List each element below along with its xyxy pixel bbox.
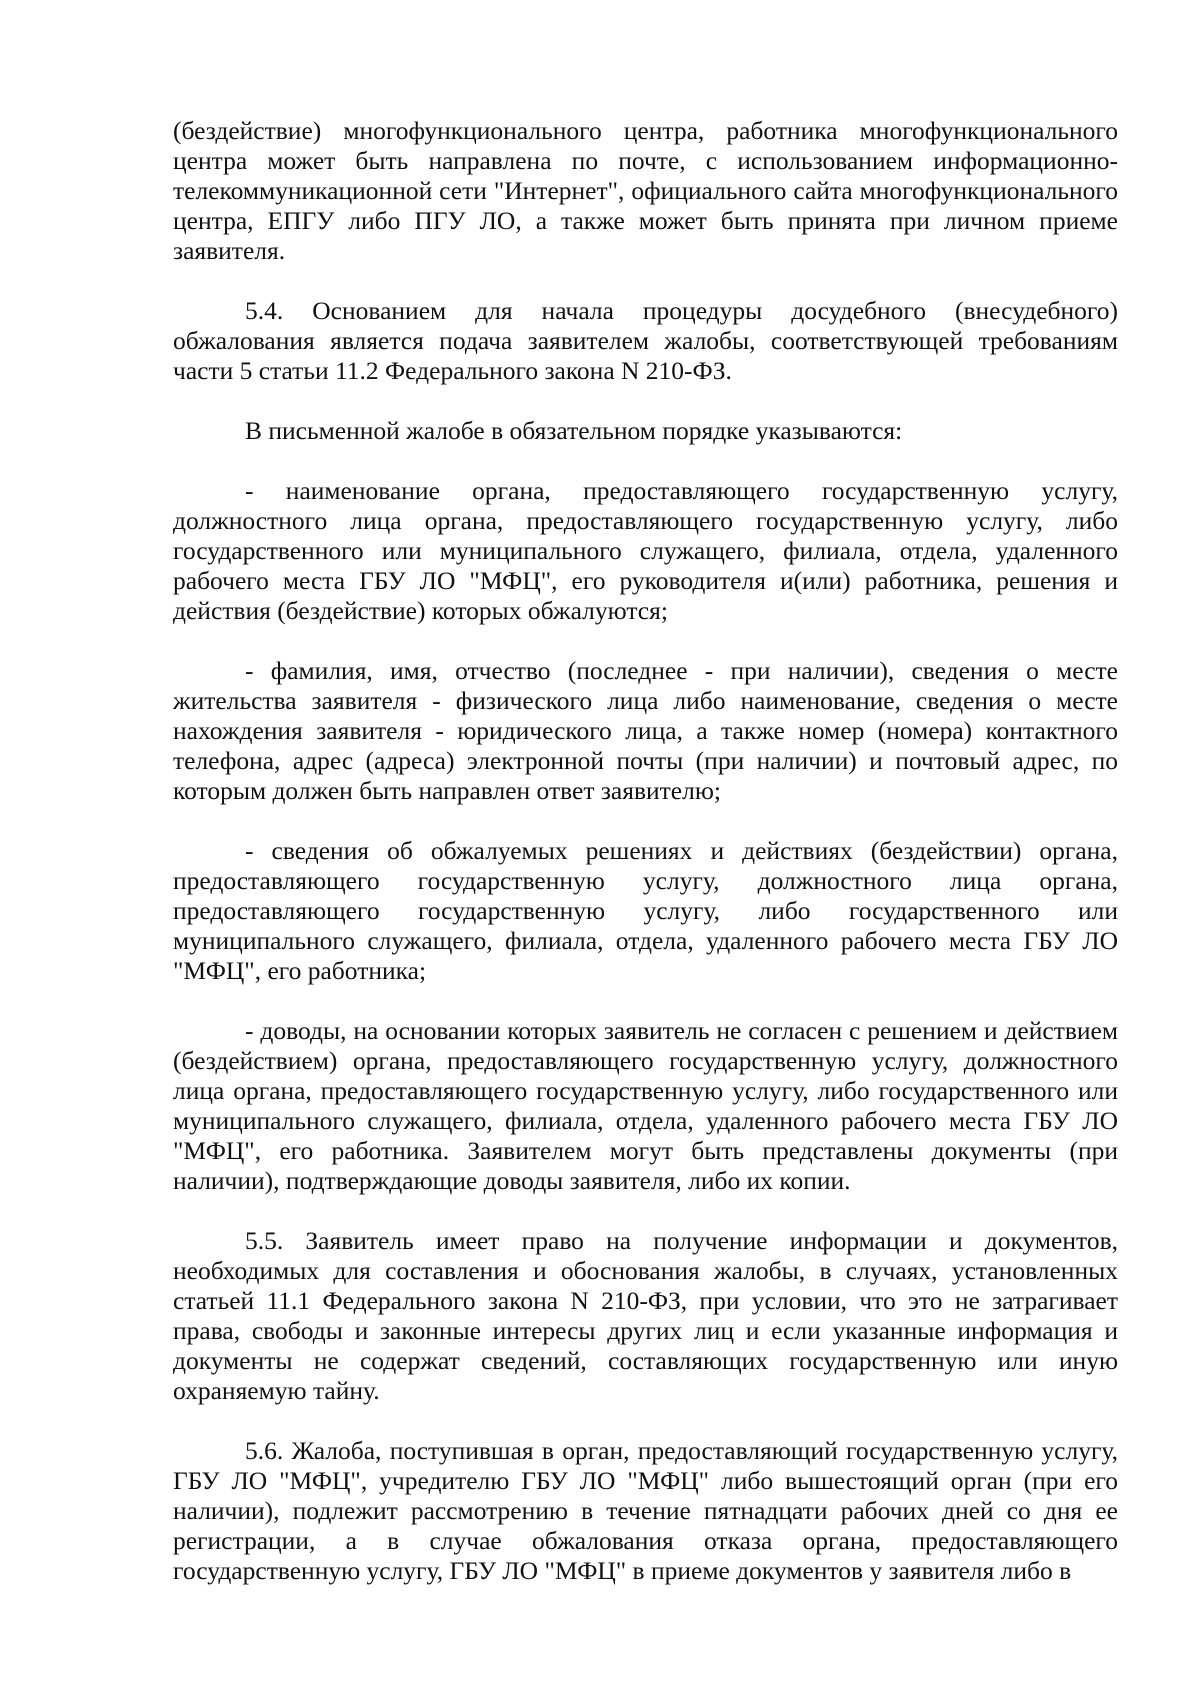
list-item-arguments: - доводы, на основании которых заявитель не согласен с решением и действием (бездействием) органа, предоставляющего государственную услугу, должностного лица органа, предоставляющего государственную услугу, либо государственного или муниципального служащего, филиала, отдела, удаленного рабочего места ГБУ ЛО "МФЦ", его работника. Заявителем могут быть представлены документы (при наличии), подтверждающие доводы заявителя, либо их копии.: [173, 1016, 1118, 1195]
paragraph-continuation: (бездействие) многофункционального центра, работника многофункционального центра может быть направлена по почте, с использованием информационно-телекоммуникационной сети "Интернет", официального сайта многофункционального центра, ЕПГУ либо ПГУ ЛО, а также может быть принята при личном приеме заявителя.: [173, 116, 1118, 265]
list-item-appealed-decisions: - сведения об обжалуемых решениях и действиях (бездействии) органа, предоставляющего государственную услугу, должностного лица органа, предоставляющего государственную услугу, либо государственного или муниципального служащего, филиала, отдела, удаленного рабочего места ГБУ ЛО "МФЦ", его работника;: [173, 836, 1118, 985]
paragraph-5-4: 5.4. Основанием для начала процедуры досудебного (внесудебного) обжалования является подача заявителем жалобы, соответствующей требованиям части 5 статьи 11.2 Федерального закона N 210-ФЗ.: [173, 296, 1118, 385]
paragraph-5-5: 5.5. Заявитель имеет право на получение информации и документов, необходимых для составления и обоснования жалобы, в случаях, установленных статьей 11.1 Федерального закона N 210-ФЗ, при условии, что это не затрагивает права, свободы и законные интересы других лиц и если указанные информация и документы не содержат сведений, составляющих государственную или иную охраняемую тайну.: [173, 1226, 1118, 1405]
list-item-authority-name: - наименование органа, предоставляющего государственную услугу, должностного лица органа, предоставляющего государственную услугу, либо государственного или муниципального служащего, филиала, отдела, удаленного рабочего места ГБУ ЛО "МФЦ", его руководителя и(или) работника, решения и действия (бездействие) которых обжалуются;: [173, 476, 1118, 625]
document-page: [173, 116, 1118, 1586]
paragraph-5-6: 5.6. Жалоба, поступившая в орган, предоставляющий государственную услугу, ГБУ ЛО "МФЦ", учредителю ГБУ ЛО "МФЦ" либо вышестоящий орган (при его наличии), подлежит рассмотрению в течение пятнадцати рабочих дней со дня ее регистрации, а в случае обжалования отказа органа, предоставляющего государственную услугу, ГБУ ЛО "МФЦ" в приеме документов у заявителя либо в: [173, 1436, 1118, 1585]
paragraph-complaint-contents: В письменной жалобе в обязательном порядке указываются:: [245, 416, 903, 445]
list-item-applicant-details: - фамилия, имя, отчество (последнее - при наличии), сведения о месте жительства заявителя - физического лица либо наименование, сведения о месте нахождения заявителя - юридического лица, а также номер (номера) контактного телефона, адрес (адреса) электронной почты (при наличии) и почтовый адрес, по которым должен быть направлен ответ заявителю;: [173, 656, 1118, 805]
